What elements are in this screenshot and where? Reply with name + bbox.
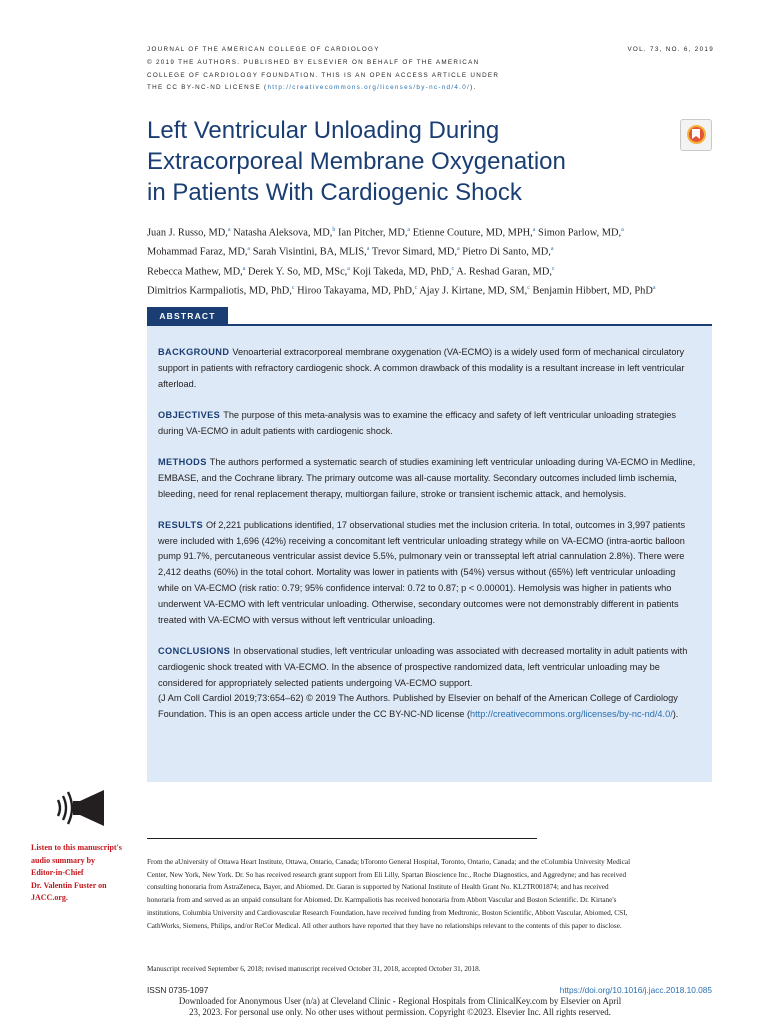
author-line: Rebecca Mathew, MD,$^a$ Derek Y. So, MD, MSc,$^a$ Koji Takeda, MD, PhD,$^c$ A. Reshad Garan, MD,$^c$ — [147, 265, 555, 278]
abstract-license-link[interactable]: http://creativecommons.org/licenses/by-nc-nd/4.0/ — [470, 709, 673, 720]
journal-name: JOURNAL OF THE AMERICAN COLLEGE OF CARDIOLOGY — [147, 46, 380, 53]
license-line: THE CC BY-NC-ND LICENSE (http://creativecommons.org/licenses/by-nc-nd/4.0/). — [147, 84, 477, 92]
speaker-icon[interactable] — [56, 786, 108, 830]
issn: ISSN 0735-1097 — [147, 985, 209, 995]
abstract-results: RESULTS Of 2,221 publications identified, 17 observational studies met the inclusion criteria. In total, outcomes in 3,997 patients were included with 1,696 (42%) receiving a concomitant left ventricular unloading strategy while on VA-ECMO (intra-aortic balloon pump 91.7%, percutaneous ventricular assist device 5.5%, pulmonary vein or transseptal left atrial cannulation 2.8%). There were 2,412 deaths (60%) in the total cohort. Mortality was lower in patients with (54%) versus without (65%) left ventricular unloading while on VA-ECMO (risk ratio: 0.79; 95% confidence interval: 0.72 to 0.87; p < 0.00001). Hemolysis was higher in patients who underwent VA-ECMO with left ventricular unloading. Otherwise, secondary outcomes were not demonstrably different in patients treated with VA-ECMO with versus without left ventricular unloading. — [158, 519, 686, 625]
copyright-line: COLLEGE OF CARDIOLOGY FOUNDATION. THIS IS AN OPEN ACCESS ARTICLE UNDER — [147, 71, 500, 79]
volume-info: VOL. 73, NO. 6, 2019 — [627, 46, 714, 53]
title-line: Left Ventricular Unloading During — [147, 117, 500, 144]
abstract-objectives: OBJECTIVES The purpose of this meta-analysis was to examine the efficacy and safety of left ventricular unloading strategies during VA-ECMO in adult patients with cardiogenic shock. — [158, 409, 677, 436]
audio-summary-note[interactable]: Listen to this manuscript's audio summary by Editor-in-Chief Dr. Valentin Fuster on JACC.org. — [31, 843, 122, 902]
crossmark-icon[interactable] — [680, 119, 712, 151]
abstract-citation: (J Am Coll Cardiol 2019;73:654–62) © 2019 The Authors. Published by Elsevier on behalf of the American College of Cardiology Foundation. This is an open access article under the CC BY-NC-ND license (http://creativecommons.org/licenses/by-nc-nd/4.0/). — [158, 693, 679, 720]
abstract-tab: ABSTRACT — [147, 307, 228, 325]
copyright-line: © 2019 THE AUTHORS. PUBLISHED BY ELSEVIER ON BEHALF OF THE AMERICAN — [147, 58, 480, 66]
author-line: Mohammad Faraz, MD,$^a$ Sarah Visintini, BA, MLIS,$^a$ Trevor Simard, MD,$^a$ Pietro Di Santo, MD,$^a$ — [147, 246, 554, 258]
doi-link[interactable]: https://doi.org/10.1016/j.jacc.2018.10.085 — [559, 985, 712, 995]
article-title — [147, 115, 667, 208]
license-link[interactable]: http://creativecommons.org/licenses/by-nc-nd/4.0/ — [267, 84, 471, 92]
abstract-background: BACKGROUND Venoarterial extracorporeal membrane oxygenation (VA-ECMO) is a widely used form of mechanical circulatory support in patients with refractory cardiogenic shock. A common drawback of this modality is a resultant increase in left ventricular afterload. — [158, 347, 685, 389]
title-line: Extracorporeal Membrane Oxygenation — [147, 148, 566, 175]
running-header — [147, 44, 714, 95]
abstract-methods: METHODS The authors performed a systematic search of studies examining left ventricular unloading during VA-ECMO in Medline, EMBASE, and the Cochrane library. The primary outcome was all-cause mortality. Secondary outcomes included limb ischemia, bleeding, need for renal replacement therapy, multiorgan failure, stroke or transient ischemic attack, and hemolysis. — [158, 456, 696, 499]
author-list — [147, 222, 717, 300]
affiliations-footnote: From the aUniversity of Ottawa Heart Institute, Ottawa, Ontario, Canada; bToronto General Hospital, Toronto, Ontario, Canada; and the cColumbia University Medical Center, New York, New York. Dr. So has received research grant support from Eli Lilly, Spartan Bioscience Inc., Roche Diagnostics, and Aggredyne; and has received consulting honoraria from AstraZeneca, Bayer, and Abiomed. Dr. Garan is supported by National Institute of Health Grant No. KL2TR001874; and has received honoraria from and served as an unpaid consultant for Abiomed. Dr. Karmpaliotis has received honoraria from Abbott Vascular and Boston Scientific. Dr. Kirtane's institutions, Columbia University and Cardiovascular Research Foundation, have received funding from Medtronic, Boston Scientific, Abbott Vascular, Abiomed, CSI, CathWorks, Siemens, Philips, and/or ReCor Medical. All other authors have reported that they have no relationships relevant to the contents of this paper to disclose. — [147, 858, 631, 930]
manuscript-dates: Manuscript received September 6, 2018; revised manuscript received October 31, 2018, accepted October 31, 2018. — [147, 965, 481, 973]
author-line: Dimitrios Karmpaliotis, MD, PhD,$^c$ Hiroo Takayama, MD, PhD,$^c$ Ajay J. Kirtane, MD, SM,$^c$ Benjamin Hibbert, MD, PhD$^a$ — [147, 285, 656, 297]
footnote-rule — [147, 838, 537, 839]
download-notice: Downloaded for Anonymous User (n/a) at Cleveland Clinic - Regional Hospitals from ClinicalKey.com by Elsevier on April 23, 2023. For personal use only. No other uses without permission. Copyright ©2023. Elsevier Inc. All rights reserved. — [178, 996, 622, 1017]
abstract-body — [158, 345, 696, 738]
author-line: Juan J. Russo, MD,$^a$ Natasha Aleksova, MD,$^b$ Ian Pitcher, MD,$^a$ Etienne Couture, MD, MPH,$^a$ Simon Parlow, MD,$^a$ — [147, 227, 624, 239]
abstract-conclusions: CONCLUSIONS In observational studies, left ventricular unloading was associated with decreased mortality in adult patients with cardiogenic shock treated with VA-ECMO. In the absence of prospective randomized data, left ventricular unloading may be considered for appropriately selected patients undergoing VA-ECMO support. — [158, 645, 688, 688]
title-line: in Patients With Cardiogenic Shock — [147, 179, 522, 206]
